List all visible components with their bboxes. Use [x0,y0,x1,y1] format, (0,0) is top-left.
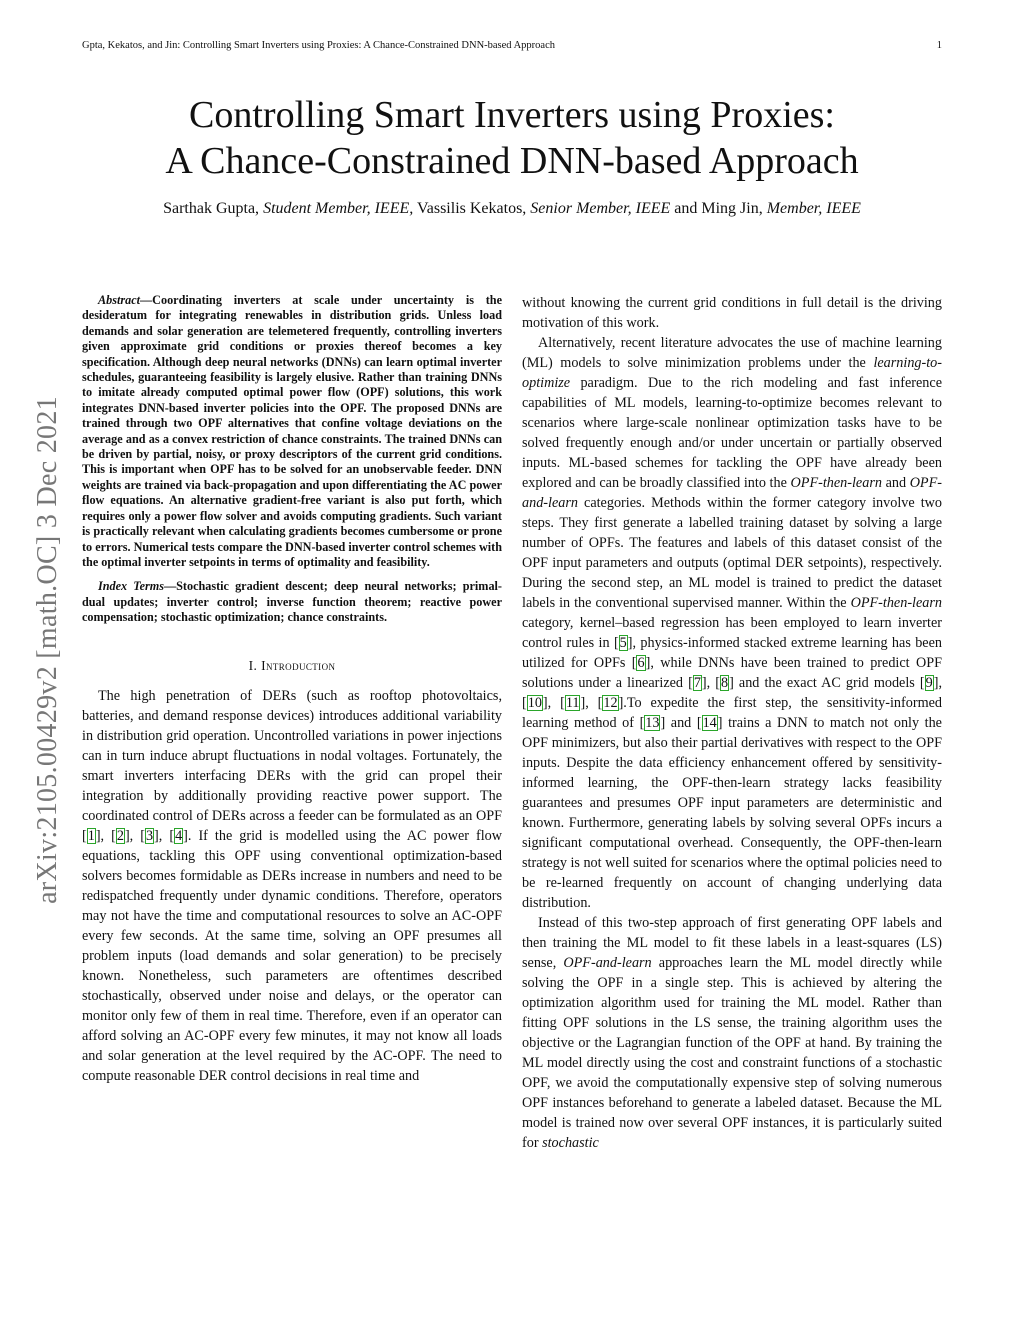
citation-link[interactable]: 8 [721,675,729,691]
paper-title [60,92,964,184]
emphasis: OPF-then-learn [790,475,882,491]
section-heading-introduction [82,658,502,674]
section-title-rest: ntroduction [265,657,336,673]
left-column [82,293,502,1086]
citation-link[interactable]: 6 [637,655,645,671]
text-run: and [881,475,910,491]
citation-link[interactable]: 5 [619,635,627,651]
abstract-label: Abstract [98,293,140,307]
section-title-initial: I [261,657,266,673]
text-run: .To expedite the first step, the sensitivity-informed learning method of [522,695,942,731]
author-2-role: Senior Member, IEEE [530,200,671,217]
author-3-name: and Ming Jin, [674,200,763,217]
intro-paragraph-continued: without knowing the current grid conditions in full detail is the driving motivation of this work. [522,295,942,331]
citation-link[interactable]: 4 [175,827,183,844]
text-run: category, kernel–based regression has been employed to learn inverter control rules in [522,615,942,651]
emphasis: OPF-and-learn [522,475,942,511]
intro-paragraph-3 [522,913,942,1153]
arxiv-stamp: arXiv:2105.00429v2 [math.OC] 3 Dec 2021 [32,396,63,904]
author-3-role: Member, IEEE [766,200,861,217]
text-run: , while DNNs have been trained to predict OPF solutions under a linearized [522,655,942,691]
text-run: Alternatively, recent literature advocates the use of machine learning (ML) models to solve minimization problems under the [522,335,942,371]
author-1-name: Sarthak Gupta, [163,200,260,217]
text-run: Instead of this two-step approach of first generating OPF labels and then training the ML model to fit these labels in a least-squares (LS) sense, [522,915,942,971]
citation-link[interactable]: 9 [925,675,933,691]
title-line-1: Controlling Smart Inverters using Proxies: [189,94,835,136]
abstract-text: —Coordinating inverters at scale under uncertainty is the desideratum for integrating renewables in distribution grids. Unless load demands and solar generation are telemetered frequently, controlling inverters given approximate grid conditions or proxies thereof becomes a key specification. Although deep neural networks (DNNs) can learn optimal inverter schedules, guaranteeing feasibility is largely elusive. Rather than training DNNs to imitate already computed optimal power flow (OPF) solutions, this work integrates DNN-based inverter policies into the OPF. The proposed DNNs are trained through two OPF alternatives that confine voltage deviations on the average and as a convex restriction of chance constraints. The trained DNNs can be driven by partial, noisy, or proxy descriptors of the current grid conditions. This is important when OPF has to be solved for an unobservable feeder. DNN weights are trained via back-propagation and upon differentiating the AC power flow equations. An alternative gradient-free variant is also put forth, which requires only a power flow solver and avoids computing gradients. Such variant is practically relevant when calculating gradients becomes cumbersome or prone to errors. Numerical tests compare the DNN-based inverter control schemes with the optimal inverter setpoints in terms of optimality and feasibility. [82,293,502,569]
page-number: 1 [936,40,942,51]
index-terms [82,579,502,625]
title-line-2: A Chance-Constrained DNN-based Approach [165,140,859,182]
citation-link[interactable]: 10 [527,695,542,711]
intro-paragraph-2: Alternatively, recent literature advocates the use of machine learning (ML) models to solve minimization problems under the learning-to-optimize paradigm. Due to the rich modeling and fast inference capabilities of ML models, learning-to-optimize becomes relevant to scenarios where large-scale nonlinear optimization tasks have to be solved frequently enough and/or under uncertain or partially observed inputs. ML-based schemes for tackling the OPF have already been explored and can be broadly classified into the OPF-then-learn and OPF-and-learn categories. Methods within the former category involve two steps. They first generate a labelled training dataset by solving a large number of OPFs. The features and labels of this dataset consist of the OPF input parameters and outputs (optimal DER setpoints), respectively. During the second step, an ML model is trained to predict the dataset labels in the conventional supervised manner. Within the OPF-then-learn category, kernel–based regression has been employed to learn inverter control rules in [5], physics-informed stacked extreme learning has been utilized for OPFs [6], while DNNs have been trained to predict OPF solutions under a linearized [7], [8] and the exact AC grid models [9], [10], [11], [12].To expedite the first step, the sensitivity-informed learning method of [13] and [14] trains a DNN to match not only the OPF minimizers, but also their partial derivatives with respect to the OPF inputs. Despite the data efficiency enhancement offered by sensitivity-informed learning, the OPF-then-learn strategy lacks feasibility guarantees and presumes OPF input parameters are deterministic and known. Furthermore, generating labels by solving several OPFs incurs a significant computational overhead. Consequently, the OPF-then-learn strategy is not well suited for scenarios where the optimal policies need to be re-learned frequently on account of changing underlying data distribution. [522,335,942,911]
citation-link[interactable]: 12 [603,695,618,711]
intro-paragraph-1: The high penetration of DERs (such as rooftop photovoltaics, batteries, and demand response devices) introduces additional variability in distribution grid operation. Uncontrolled variations in power injections can in turn induce abrupt fluctuations in nodal voltages. Fortunately, the smart inverters interfacing DERs with the grid can propel their integration by additionally providing reactive power support. The coordinated control of DERs across a feeder can be formulated as an OPF [1], [2], [3], [4]. If the grid is modelled using the AC power flow equations, tackling this OPF using conventional optimization-based solvers becomes formidable as DERs increase in numbers and need to be redispatched frequently under dynamic conditions. Therefore, operators may not have the time and computational resources to solve an AC-OPF every few seconds. At the same time, solving an OPF presumes all problem inputs (load demands and solar generation) to be precisely known. Nonetheless, such parameters are oftentimes described stochastically, observed under noise and delays, or the operator can monitor only few of them in real time. Therefore, even if an operator can afford solving an AC-OPF every few minutes, it may not know all loads and solar generation at the level required by the AC-OPF. The need to compute reasonable DER control decisions in real time and [82,687,502,1084]
citation-link[interactable]: 3 [145,827,154,844]
index-terms-text: —Stochastic gradient descent; deep neural networks; primal-dual updates; inverter control; inverse function theorem; reactive power compensation; stochastic optimization; chance constraints. [82,579,502,625]
text-run: paradigm. Due to the rich modeling and fast inference capabilities of ML models, learning-to-optimize becomes relevant to scenarios where large-scale nonlinear optimization tasks have to be solved frequently enough and/or under uncertain or partially observed inputs. ML-based schemes for tackling the OPF have already been explored and can be broadly classified into the [522,375,942,491]
arxiv-watermark [28,340,68,960]
text-run: . If the grid is modelled using the AC power flow equations, tackling this OPF using conventional optimization-based solvers becomes formidable as DERs increase in numbers and need to be redispatched frequently under dynamic conditions. Therefore, operators may not have the time and computational resources to solve an AC-OPF every few seconds. At the same time, solving an OPF presumes all problem inputs (load demands and solar generation) to be precisely known. Nonetheless, such parameters are oftentimes described stochastically, observed under noise and delays, or the operator can monitor only few of them in real time. Therefore, even if an operator can afford solving an AC-OPF every few minutes, it may not know all loads and solar generation at the level required by the AC-OPF. The need to compute reasonable DER control decisions in real time and [82,827,502,1084]
citation-link[interactable]: 13 [645,715,660,731]
emphasis: OPF-then-learn [850,595,942,611]
text-run: and the exact AC grid models [733,675,920,691]
text-run: categories. Methods within the former category involve two steps. They first generate a labelled training dataset by solving a large number of OPFs. The features and labels of this dataset consist of the OPF input parameters and outputs (optimal DER setpoints), respectively. During the second step, an ML model is trained to predict the dataset labels in the conventional supervised manner. Within the [522,495,942,611]
citation-link[interactable]: 14 [702,715,717,731]
author-1-role: Student Member, IEEE, [263,200,414,217]
emphasis: learning-to-optimize [522,355,942,391]
text-run: and [665,715,697,731]
text-run: The high penetration of DERs (such as rooftop photovoltaics, batteries, and demand response devices) introduces additional variability in distribution grid operation. Uncontrolled variations in power injections can in turn induce abrupt fluctuations in nodal voltages. Fortunately, the smart inverters interfacing DERs with the grid can propel their integration by additionally providing reactive power support. The coordinated control of DERs across a feeder can be formulated as an OPF [82,687,502,824]
citation-link[interactable]: 1 [87,827,95,844]
running-title: Gpta, Kekatos, and Jin: Controlling Smart Inverters using Proxies: A Chance-Constrained DNN-based Approach [82,40,556,51]
running-header [82,40,942,56]
text-run: trains a DNN to match not only the OPF minimizers, but also their partial derivatives with respect to the OPF inputs. Despite the data efficiency enhancement offered by sensitivity-informed learning, the OPF-then-learn strategy lacks feasibility guarantees and presumes OPF input parameters are deterministic and known. Furthermore, generating labels by solving several OPFs incurs a significant computational overhead. Consequently, the OPF-then-learn strategy is not well suited for scenarios where the optimal policies need to be re-learned frequently on account of changing underlying data distribution. [522,715,942,911]
emphasis: stochastic [542,1135,599,1151]
abstract [82,293,502,570]
author-2-name: Vassilis Kekatos, [416,200,527,217]
citation-link[interactable]: 7 [693,675,701,691]
section-numeral: I. [248,657,258,673]
author-line [40,199,984,219]
text-run: approaches learn the ML model directly while solving the OPF in a single step. This is achieved by altering the optimization algorithm used for training the ML model. Rather than fitting OPF solutions in the LS sense, the training algorithm uses the objective or the Lagrangian function of the OPF at hand. By training the ML model directly using the cost and constraint functions of a stochastic OPF, we avoid the computationally expensive step of solving numerous OPF instances beforehand to generate a labeled dataset. Because the ML model is trained now over several OPF instances, it is particularly suited for [522,955,942,1151]
emphasis: OPF-and-learn [563,955,652,971]
text-run: , physics-informed stacked extreme learning has been utilized for OPFs [522,635,942,671]
citation-link[interactable]: 2 [116,827,124,844]
index-terms-label: Index Terms [98,579,164,594]
citation-link[interactable]: 11 [565,695,580,711]
right-column [522,293,942,1153]
